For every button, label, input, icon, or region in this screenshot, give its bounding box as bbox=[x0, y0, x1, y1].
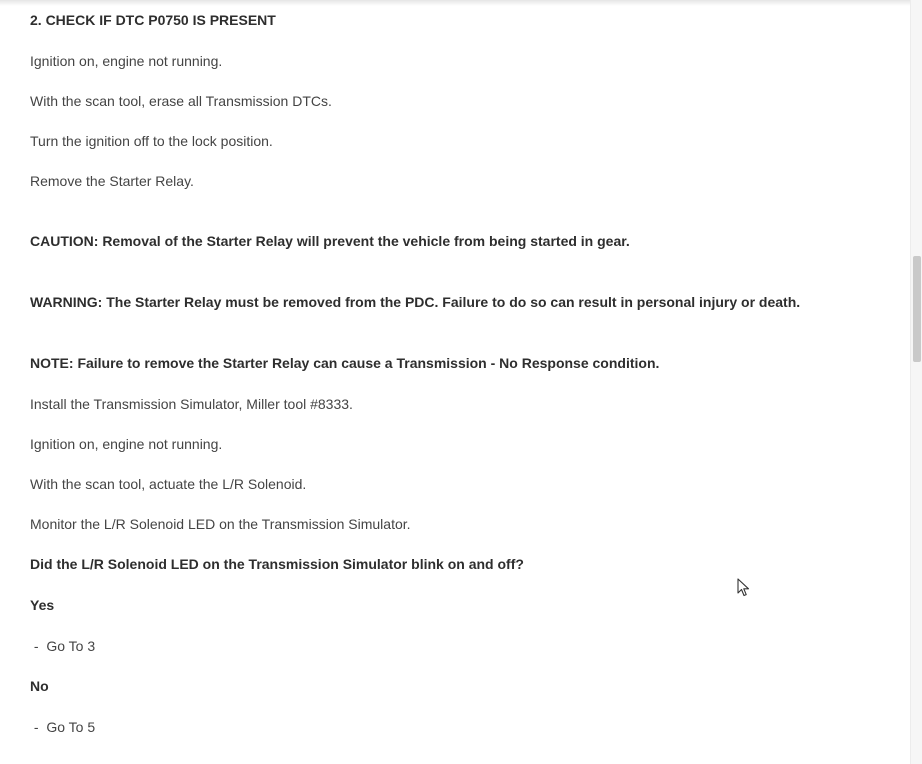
diagnostic-question: Did the L/R Solenoid LED on the Transmission Simulator blink on and off? bbox=[30, 556, 524, 572]
instruction-item: Monitor the L/R Solenoid LED on the Transmission Simulator. bbox=[30, 516, 411, 532]
caution-note: CAUTION: Removal of the Starter Relay will prevent the vehicle from being started in gear. bbox=[30, 233, 630, 249]
answer-yes-label: Yes bbox=[30, 597, 55, 613]
warning-note: WARNING: The Starter Relay must be removed from the PDC. Failure to do so can result in personal injury or death. bbox=[30, 294, 801, 310]
instruction-item: With the scan tool, actuate the L/R Solenoid. bbox=[30, 476, 307, 492]
vertical-scrollbar[interactable] bbox=[910, 0, 922, 764]
note-text: NOTE: Failure to remove the Starter Relay can cause a Transmission - No Response condition. bbox=[30, 355, 660, 371]
instruction-item: Remove the Starter Relay. bbox=[30, 173, 194, 189]
mouse-pointer-icon bbox=[737, 578, 751, 598]
scrollbar-thumb[interactable] bbox=[913, 256, 921, 362]
instruction-item: Ignition on, engine not running. bbox=[30, 436, 223, 452]
answer-yes-goto-link[interactable]: - Go To 3 bbox=[30, 638, 96, 654]
instruction-item: With the scan tool, erase all Transmission DTCs. bbox=[30, 93, 332, 109]
answer-no-goto-link[interactable]: - Go To 5 bbox=[30, 719, 96, 735]
step-heading: 2. CHECK IF DTC P0750 IS PRESENT bbox=[30, 12, 276, 28]
instruction-item: Turn the ignition off to the lock position. bbox=[30, 133, 273, 149]
instruction-item: Ignition on, engine not running. bbox=[30, 53, 223, 69]
instruction-item: Install the Transmission Simulator, Miller tool #8333. bbox=[30, 396, 353, 412]
header-shadow bbox=[0, 0, 910, 6]
answer-no-label: No bbox=[30, 678, 49, 694]
